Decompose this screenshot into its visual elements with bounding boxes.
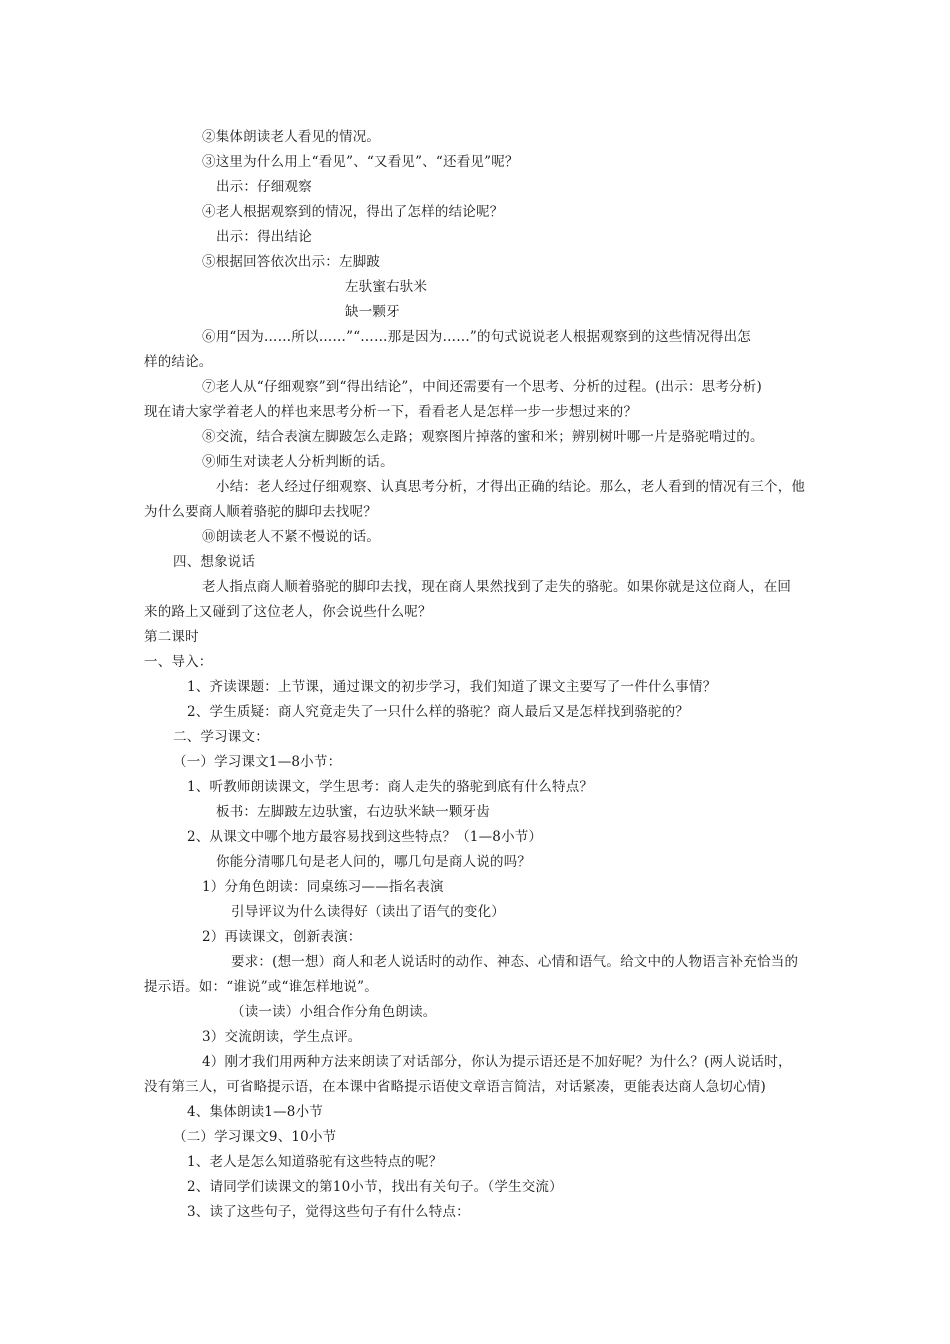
text-line: 2）再读课文，创新表演： [202, 929, 362, 945]
text-line: 4）刚才我们用两种方法来朗读了对话部分，你认为提示语还是不加好呢？为什么？(两人说话时， [202, 1054, 792, 1070]
text-line: 没有第三人，可省略提示语，在本课中省略提示语使文章语言简洁，对话紧凑，更能表达商人急切心情) [144, 1079, 766, 1095]
subsection-heading: （二）学习课文9、10小节 [173, 1129, 337, 1145]
text-line: ④老人根据观察到的情况，得出了怎样的结论呢？ [202, 204, 504, 220]
text-line: 你能分清哪几句是老人问的，哪几句是商人说的吗？ [216, 854, 532, 870]
text-line: 要求：(想一想）商人和老人说话时的动作、神态、心情和语气。给文中的人物语言补充恰当的 [231, 954, 799, 970]
text-line: ⑩朗读老人不紧不慢说的话。 [202, 529, 381, 545]
text-line: 样的结论。 [144, 354, 213, 370]
text-line: ⑦老人从“仔细观察”到“得出结论”，中间还需要有一个思考、分析的过程。(出示：思考分析) [202, 379, 762, 395]
text-line: 3）交流朗读，学生点评。 [202, 1029, 362, 1045]
text-line: 3、读了这些句子，觉得这些句子有什么特点： [187, 1204, 470, 1220]
text-line: （读一读）小组合作分角色朗读。 [231, 1004, 437, 1020]
text-line: 来的路上又碰到了这位老人，你会说些什么呢？ [144, 604, 432, 620]
text-line: ②集体朗读老人看见的情况。 [202, 129, 381, 145]
text-line: ③这里为什么用上“看见”、“又看见”、“还看见”呢？ [202, 154, 519, 170]
text-line: 2、请同学们读课文的第10小节，找出有关句子。（学生交流） [187, 1179, 563, 1195]
text-line: ⑨师生对读老人分析判断的话。 [202, 454, 394, 470]
section-heading: 一、导入： [144, 654, 213, 670]
text-line: 1、齐读课题：上节课，通过课文的初步学习，我们知道了课文主要写了一件什么事情？ [187, 679, 717, 695]
text-line: 为什么要商人顺着骆驼的脚印去找呢？ [144, 504, 377, 520]
text-line: 出示：得出结论 [216, 229, 312, 245]
text-line: 板书：左脚跛左边驮蜜，右边驮米缺一颗牙齿 [216, 804, 490, 820]
text-line: ⑧交流，结合表演左脚跛怎么走路；观察图片掉落的蜜和米；辨别树叶哪一片是骆驼啃过的。 [202, 429, 764, 445]
section-heading: 二、学习课文： [173, 729, 269, 745]
text-line: 老人指点商人顺着骆驼的脚印去找，现在商人果然找到了走失的骆驼。如果你就是这位商人，在回 [202, 579, 792, 595]
text-line: 现在请大家学着老人的样也来思考分析一下，看看老人是怎样一步一步想过来的？ [144, 404, 638, 420]
text-line: 1、老人是怎么知道骆驼有这些特点的呢？ [187, 1154, 443, 1170]
text-line: 1、听教师朗读课文，学生思考：商人走失的骆驼到底有什么特点？ [187, 779, 594, 795]
text-line: ⑤根据回答依次出示：左脚跛 [202, 254, 381, 270]
subsection-heading: （一）学习课文1—8小节： [173, 754, 342, 770]
text-line: 小结：老人经过仔细观察、认真思考分析，才得出正确的结论。那么，老人看到的情况有三个，他 [216, 479, 806, 495]
text-line: 2、学生质疑：商人究竟走失了一只什么样的骆驼？商人最后又是怎样找到骆驼的？ [187, 704, 689, 720]
text-line: 4、集体朗读1—8小节 [187, 1104, 323, 1120]
text-line: 出示：仔细观察 [216, 179, 312, 195]
section-heading: 四、想象说话 [173, 554, 256, 570]
text-line: 引导评议为什么读得好（读出了语气的变化） [231, 904, 505, 920]
text-line: 1）分角色朗读：同桌练习——指名表演 [202, 879, 444, 895]
text-line: ⑥用“因为……所以……”“……那是因为……”的句式说说老人根据观察到的这些情况得出怎 [202, 329, 752, 345]
lesson-heading: 第二课时 [144, 629, 199, 645]
text-line: 2、从课文中哪个地方最容易找到这些特点？（1—8小节） [187, 829, 543, 845]
text-line: 缺一颗牙 [345, 304, 400, 320]
text-line: 提示语。如：“谁说”或“谁怎样地说”。 [144, 979, 378, 995]
text-line: 左驮蜜右驮米 [345, 279, 428, 295]
